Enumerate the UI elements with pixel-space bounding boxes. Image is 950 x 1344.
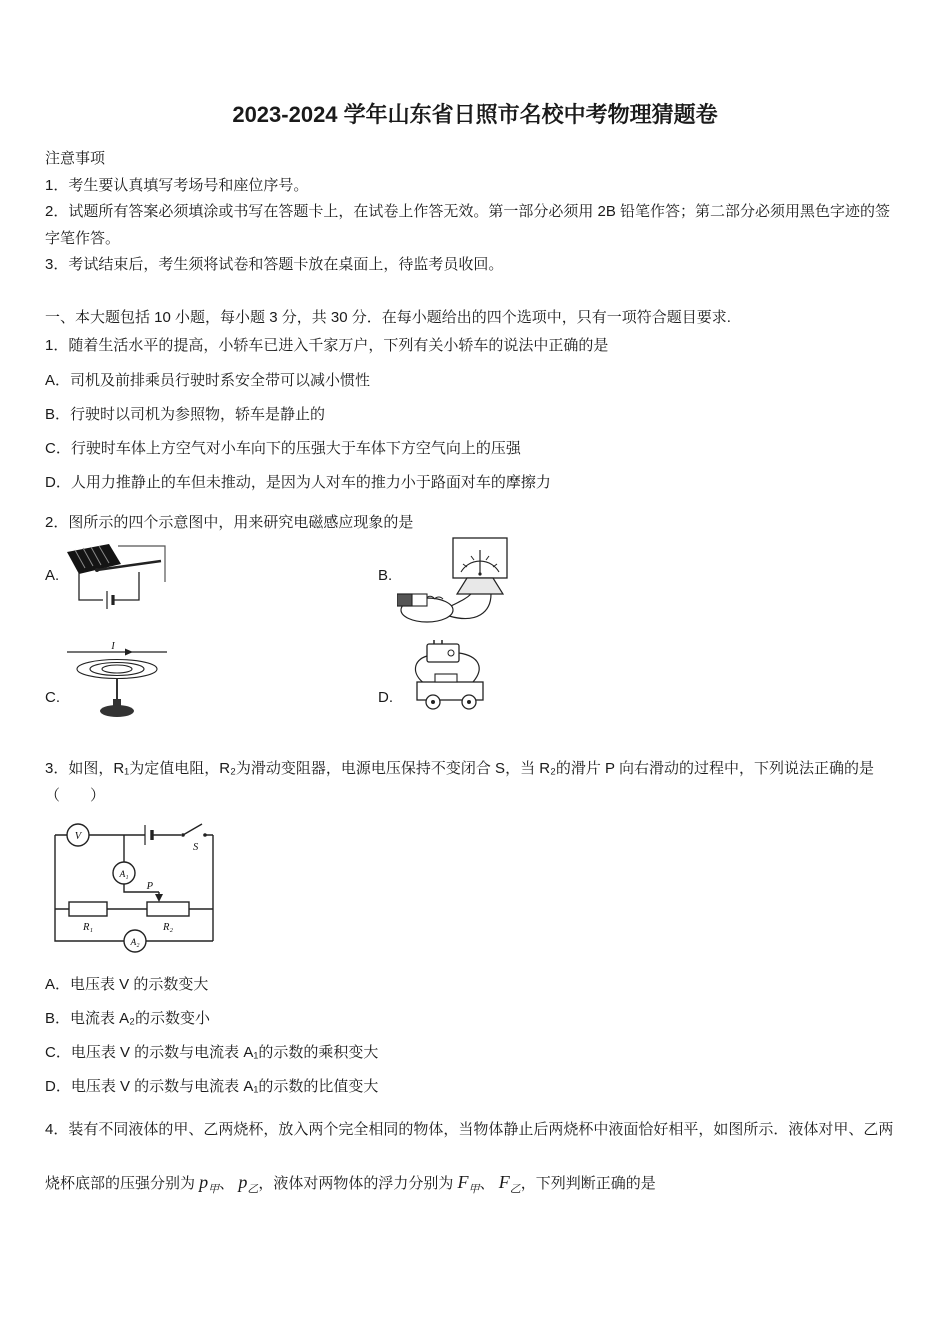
magnet-block (67, 544, 121, 574)
galvanometer (453, 538, 507, 594)
current-wire (67, 649, 167, 656)
battery-circuit-wires (79, 572, 139, 609)
circuit-wires (55, 835, 213, 941)
buoyancy-yi-symbol: $F_乙$ (498, 1172, 521, 1196)
q1-option-c: C．行驶时车体上方空气对小车向下的压强大于车体下方空气向上的压强 (45, 439, 521, 457)
notice-item-1: 1．考生要认真填写考场号和座位序号。 (45, 176, 309, 194)
slider-arrow (155, 894, 163, 902)
q2-figure-b-electromagnetic-induction (397, 536, 515, 628)
notice-heading: 注意事项 (45, 150, 106, 167)
q2-figure-grid (45, 536, 905, 748)
q4-separator-1: 、 (219, 1175, 239, 1192)
section-1-heading: 一、本大题包括 10 小题，每小题 3 分，共 30 分．在每小题给出的四个选项中，只有一项符合题目要求. (45, 308, 731, 326)
buoyancy-jia-symbol: $F_甲$ (457, 1172, 480, 1196)
circuit-diagram (45, 817, 220, 962)
q2-option-b-label: B. (378, 567, 393, 584)
question-2 (45, 510, 905, 749)
question-3 (45, 756, 905, 1100)
current-label: I (111, 642, 115, 652)
q3-option-d: D．电压表 V 的示数与电流表 A₁的示数的比值变大 (45, 1078, 379, 1095)
q3-option-b: B．电流表 A₂的示数变小 (45, 1010, 211, 1027)
connecting-wires (449, 594, 491, 619)
power-plug-unit (427, 640, 459, 662)
pressure-jia-symbol: $p_甲$ (199, 1172, 220, 1196)
switch-label: S (193, 842, 199, 853)
bar-magnet (397, 594, 427, 606)
notice-section (45, 146, 905, 279)
q2-option-d-label: D. (378, 689, 393, 706)
q4-separator-2: 、 (479, 1175, 499, 1192)
q1-stem: 1．随着生活水平的提高，小轿车已进入千家万户，下列有关小轿车的说法中正确的是 (45, 337, 609, 354)
stand-base (100, 679, 134, 718)
q4-stem-part-2: ，液体对两物体的浮力分别为 (258, 1175, 458, 1192)
rheostat-r2-label: R₂ (162, 922, 174, 933)
motor-cart (417, 674, 483, 709)
field-line-rings (77, 660, 157, 679)
q2-figure-d-battery-and-motor-device (401, 640, 501, 714)
q4-stem-part-3: ，下列判断正确的是 (520, 1175, 656, 1192)
battery (145, 825, 152, 845)
pressure-yi-symbol: $p_乙$ (238, 1172, 259, 1196)
q1-option-a: A．司机及前排乘员行驶时系安全带可以减小惯性 (45, 371, 371, 389)
voltmeter-label: V (74, 831, 82, 842)
q3-stem: 3．如图，R₁为定值电阻，R₂为滑动变阻器，电源电压保持不变闭合 S，当 R₂的滑片 P 向右滑动的过程中，下列说法正确的是（ ） (45, 760, 874, 804)
question-4 (45, 1104, 905, 1216)
slider-p-label: P (146, 881, 153, 892)
q2-stem: 2．图所示的四个示意图中，用来研究电磁感应现象的是 (45, 513, 414, 531)
q2-option-c-label: C. (45, 689, 60, 706)
q1-option-d: D．人用力推静止的车但未推动，是因为人对车的推力小于路面对车的摩擦力 (45, 473, 551, 491)
resistor-r1 (69, 902, 107, 916)
notice-item-2: 2．试题所有答案必须填涂或书写在答题卡上，在试卷上作答无效。第一部分必须用 2B 铅笔作答；第二部分必须用黑色字迹的签字笔作答。 (45, 203, 891, 247)
q2-figure-a-conductor-in-magnetic-field (63, 540, 168, 618)
q1-option-b: B．行驶时以司机为参照物，轿车是静止的 (45, 405, 326, 423)
q2-option-a-label: A. (45, 567, 60, 584)
q3-option-c: C．电压表 V 的示数与电流表 A₁的示数的乘积变大 (45, 1044, 379, 1061)
notice-item-3: 3．考试结束后，考生须将试卷和答题卡放在桌面上，待监考员收回。 (45, 256, 504, 273)
q3-option-a: A．电压表 V 的示数变大 (45, 976, 209, 993)
question-1 (45, 333, 905, 496)
rheostat-r2 (147, 894, 189, 916)
switch (181, 824, 207, 837)
resistor-r1-label: R₁ (82, 922, 94, 933)
ammeter-1-label: A₁ (119, 870, 129, 880)
q4-stem (45, 1104, 905, 1216)
paper-title: 2023-2024 学年山东省日照市名校中考物理猜题卷 (232, 102, 718, 127)
q2-figure-c-magnetic-field-around-wire (67, 642, 167, 724)
q3-circuit-figure (45, 817, 905, 962)
q4-stem-part-1: 4．装有不同液体的甲、乙两烧杯，放入两个完全相同的物体，当物体静止后两烧杯中液面恰好相平，如图所示．液体对甲、乙两烧杯底部的压强分别为 (45, 1121, 894, 1192)
ammeter-2-label: A₂ (130, 938, 140, 948)
